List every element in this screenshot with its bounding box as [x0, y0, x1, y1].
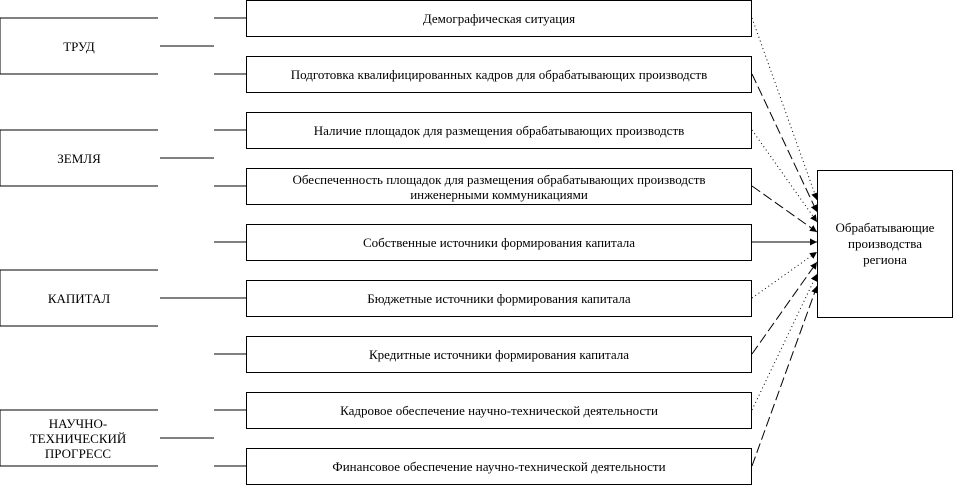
arrow-7: [752, 262, 817, 354]
group-label-zemlya: ЗЕМЛЯ: [57, 150, 101, 166]
factor-text: Финансовое обеспечение научно-технической деятельности: [332, 459, 666, 474]
factor-box: [246, 336, 752, 373]
factor-text: Демографическая ситуация: [422, 11, 576, 26]
arrow-1: [752, 18, 817, 200]
group-label-ntp: НАУЧНО-ТЕХНИЧЕСКИЙ ПРОГРЕСС: [29, 415, 127, 461]
result-label: Обрабатывающие производства региона: [835, 220, 935, 267]
factor-text: Собственные источники формирования капитала: [362, 235, 636, 250]
factor-box: [246, 224, 752, 261]
middle-ticks: [160, 46, 214, 438]
factor-box: [246, 168, 752, 205]
factor-box: [246, 0, 752, 37]
arrow-6: [752, 252, 817, 298]
factor-text: Обеспеченность площадок для размещения обрабатывающих производств инженерными коммуникациями: [292, 171, 706, 202]
factor-text: Кредитные источники формирования капитала: [368, 347, 629, 362]
factor-ticks: [214, 18, 246, 466]
factor-box: [246, 280, 752, 317]
factor-text: Кадровое обеспечение научно-технической деятельности: [340, 403, 658, 418]
factor-box: [246, 112, 752, 149]
arrow-9: [752, 286, 817, 466]
result-box: [817, 170, 953, 318]
group-label-kapital: КАПИТАЛ: [47, 290, 111, 306]
group-brackets: [0, 18, 158, 466]
influence-arrows: [752, 18, 817, 466]
factor-box: [246, 392, 752, 429]
factor-text: Наличие площадок для размещения обрабатывающих производств: [313, 123, 685, 138]
factor-text: Бюджетные источники формирования капитала: [367, 291, 631, 306]
factor-text: Подготовка квалифицированных кадров для обрабатывающих производств: [290, 67, 708, 82]
factor-box: [246, 448, 752, 485]
arrow-8: [752, 274, 817, 410]
factor-box: [246, 56, 752, 93]
group-label-trud: ТРУД: [63, 38, 95, 54]
